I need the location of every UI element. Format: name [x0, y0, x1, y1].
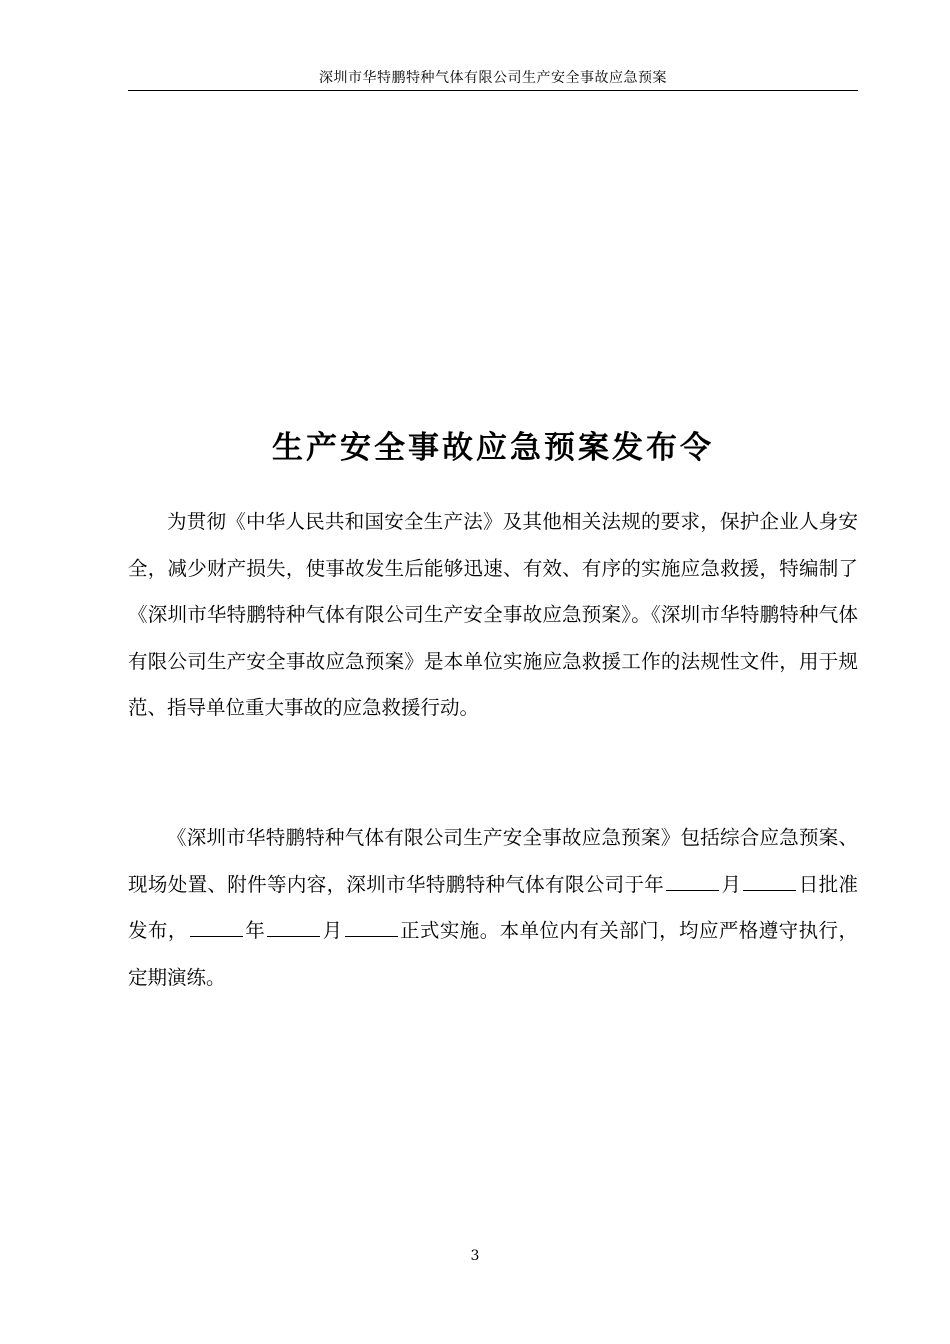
day-blank-1 [743, 874, 796, 891]
release-text-1: 《深圳市华特鹏特种气体有限公司生产安全事故应急预案》包括综合应急预案、现场处置、附件等内容，深圳市华特鹏特种气体有限公司于年 [128, 826, 858, 896]
release-text-6: 正式实施。本单位内有关部门，均应严格遵守执行，定期演练。 [128, 919, 858, 989]
page-number: 3 [470, 1248, 480, 1264]
document-title: 生产安全事故应急预案发布令 [272, 430, 714, 466]
year-blank-2 [190, 920, 243, 937]
running-header: 深圳市华特鹏特种气体有限公司生产安全事故应急预案 [128, 66, 858, 91]
release-text-3: 日批准发布， [128, 872, 858, 942]
paragraph-purpose: 为贯彻《中华人民共和国安全生产法》及其他相关法规的要求，保护企业人身安全，减少财产损失，使事故发生后能够迅速、有效、有序的实施应急救援，特编制了《深圳市华特鹏特种气体有限公司生产安全事故应急预案》。《深圳市华特鹏特种气体有限公司生产安全事故应急预案》是本单位实施应急救援工作的法规性文件，用于规范、指导单位重大事故的应急救援行动。 [128, 510, 858, 719]
release-text-4: 年 [244, 919, 266, 942]
month-blank-2 [267, 920, 320, 937]
day-blank-2 [345, 920, 398, 937]
release-text-5: 月 [322, 919, 343, 942]
month-blank-1 [666, 874, 719, 891]
paragraph-release [128, 815, 858, 1001]
release-text-2: 月 [721, 872, 742, 896]
